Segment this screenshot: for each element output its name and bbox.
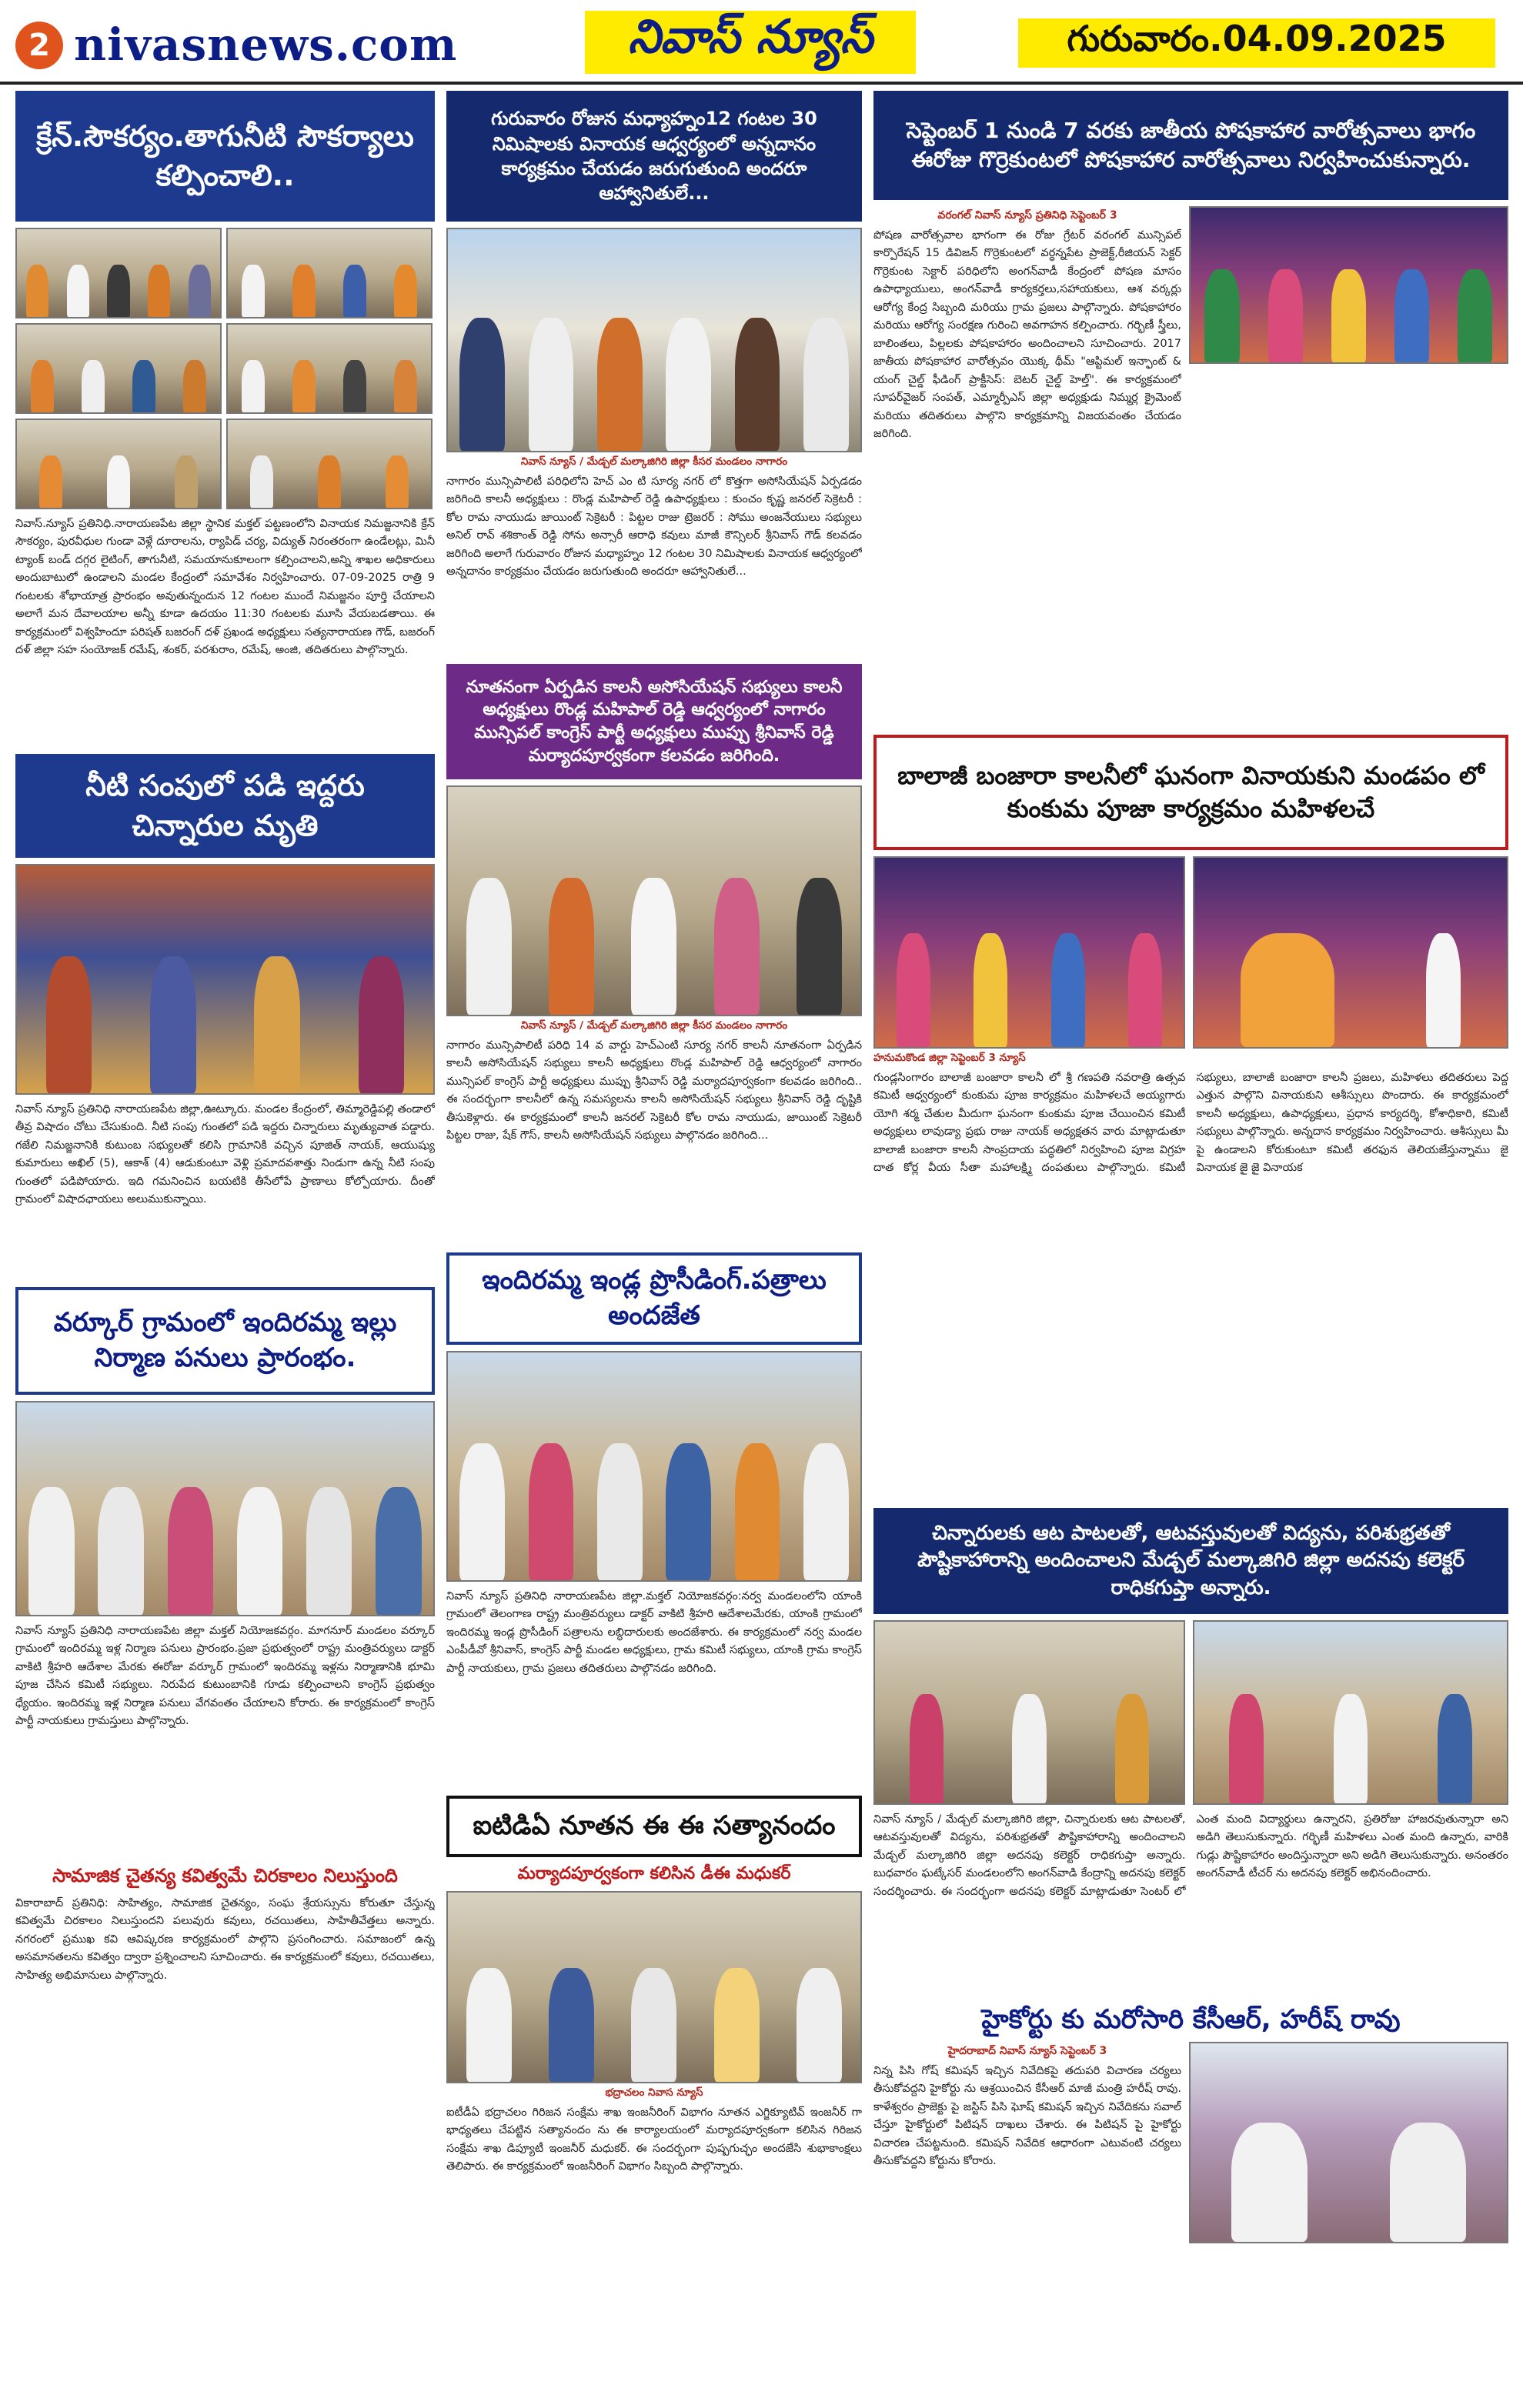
headline: బాలాజీ బంజారా కాలనీలో ఘనంగా వినాయకుని మండపం లో కుంకుమ పూజా కార్యక్రమం మహిళలచే (873, 735, 1508, 850)
article-social-poetry (15, 1856, 435, 2064)
photo-mourning-family (15, 864, 435, 1095)
article-congress-meeting (446, 664, 862, 1246)
dateline: హనుమకొండ జిల్లా సెప్టెంబర్ 3 న్యూస్ (873, 1052, 1026, 1064)
headline: నీటి సంపులో పడి ఇద్దరు చిన్నారుల మృతి (15, 754, 435, 858)
headline: క్రేన్.సౌకర్యం.తాగునీటి సౌకర్యాలు కల్పించాలి.. (15, 91, 435, 222)
article-body: నివాస్ న్యూస్ / మేడ్చల్ మల్కాజిగిరి జిల్లా, చిన్నారులకు ఆట పాటలతో, ఆటవస్తువులతో విద్యను, పరిశుభ్రతతో పౌష్టికాహారాన్ని అందించాలని మేడ్చల్ మల్కాజిగిరి జిల్లా అదనపు కలెక్టర్ రాధికగుప్తా అన్నారు. బుధవారం ఘట్కేసర్ మండలంలోని అంగన్‌వాడి కేంద్రాన్ని అదనపు కలెక్టర్ సందర్శించారు. ఈ సందర్భంగా అదనపు కలెక్టర్ మాట్లాడుతూ సెంటర్ లో ఎంత మంది విద్యార్థులు ఉన్నారని, ప్రతిరోజు హాజరవుతున్నారా అని అడిగి తెలుసుకున్నారు. గర్భిణీ మహిళలు ఎంత మంది ఉన్నారు, వారికి గుడ్లు పౌష్టికాహారం అందిస్తున్నారా అని అడిగి తెలుసుకున్నారు. అనంతరం అంగన్‌వాడీ టీచర్ ను అదనపు కలెక్టర్ అభినందించారు. (873, 1813, 1508, 1898)
photo-high-court (1189, 2042, 1508, 2243)
article-kumkuma-puja (873, 735, 1508, 1500)
masthead (0, 0, 1523, 85)
article-body: నివాస్.న్యూస్ ప్రతినిధి.నారాయణపేట జిల్లా స్థానిక మక్తల్ పట్టణంలోని వినాయక నిమజ్జనానికి క్రేన్ సౌకర్యం, పురవీధుల గుండా వెళ్లే దూరాలను, ర్యాపిడ్ చర్య, విద్యుత్ నిరంతరంగా ఉండేలట్లు, మినీ ట్యాంక్ బండ్ దగ్గర లైటింగ్, తాగునీటి, సమయానుకూలంగా కల్పించాలని,అన్ని శాఖల అధికారులు అందుబాటులో ఉండాలని మండల కేంద్రంలో సమావేశం నిర్వహించారు. 07-09-2025 రాత్రి 9 గంటలకు శోభాయాత్ర ప్రారంభం అవుతున్నందున 12 గంటల ముందే నిమజ్జనం పూర్తి చేయాలని అలాగే మన దేవాలయాల అన్నీ కూడా ఉదయం 11:30 గంటలకు మూసి వేయబడతాయి. ఈ కార్యక్రమంలో విశ్వహిందూ పరిషత్ బజరంగ్ దళ్ ప్రఖండ అధ్యక్షులు సత్యనారాయణ గౌడ్, బజరంగ్ దళ్ జిల్లా సహ సంయోజక్ రమేష్, శంకర్, పరశురాం, రమేష్, అంజి, తదితరులు పాల్గొన్నారు. (15, 518, 435, 657)
photo-meeting-4 (226, 323, 433, 414)
photo-meeting-2 (226, 228, 433, 319)
headline: హైకోర్టు కు మరోసారి కేసీఆర్, హరీష్ రావు (981, 2004, 1401, 2036)
subheadline: మర్యాదపూర్వకంగా కలిసిన డీఈ మధుకర్ (517, 1864, 791, 1884)
article-body: నివాస్ న్యూస్ ప్రతినిధి నారాయణపేట జిల్లా,ఊట్కూరు. మండల కేంద్రంలో, తిమ్మారెడ్డిపల్లి తండాలో తీవ్ర విషాదం చోటు చేసుకుంది. నీటి సంపు గుంతలో పడి ఇద్దరు చిన్నారులు మృత్యువాత పడ్డారు. గజేలి నిమజ్జనానికి కుటుంబ సభ్యులతో కలిసి గ్రామానికి వచ్చిన పూజిత్ నాయక్, ఆయుష్యు కుమారులు అఖిల్ (5), ఆకాశ్ (4) ఆడుకుంటూ వెళ్లి ప్రమాదవశాత్తు నిండుగా ఉన్న నీటి సంపు గుంతలో పడిపోయారు. ఇది గమనించిన బయటికి తీసేలోపే ప్రాణాలు కోల్పోయారు. దీంతో గ్రామంలో విషాదఛాయలు అలుముకున్నాయి. (15, 1103, 435, 1206)
photo-meeting-5 (15, 419, 222, 509)
column-left (15, 91, 435, 2064)
headline: ఐటిడిఏ నూతన ఈ ఈ సత్యానందం (446, 1796, 862, 1857)
page-number: 2 (15, 22, 63, 69)
article-body: నాగారం మున్సిపాలిటీ పరిధిలోని హెచ్ ఎం టి సూర్య నగర్ లో కొత్తగా అసోసియేషన్ ఏర్పడడం జరిగింది కాలనీ అధ్యక్షులు : రొండ్ల మహిపాల్ రెడ్డి ఉపాధ్యక్షులు : కుంచం కృష్ణ జనరల్ సెక్రెటరీ : కోల రామ నాయుడు జాయింట్ సెక్రెటరీ : పిట్టల రాజు ట్రెజరర్ : సోము అంజనేయులు సభ్యులు అనిల్ రావ్ శశికాంత్ రెడ్డి సోను అన్సారీ ఆరాధి కవులు మాజీ కౌన్సిలర్ శ్రీనివాస్ గౌడ్ కలవడం జరిగింది అలాగే గురువారం రోజున మధ్యాహ్నం 12 గంటల 30 నిమిషాలకు వినాయక ఆధ్వర్యంలో అన్నదానం కార్యక్రమం చేయడం జరుగుతుంది అందరూ ఆహ్వానితులే... (446, 475, 862, 579)
article-annadanam (446, 91, 862, 658)
website-name[interactable]: nivasnews.com (74, 18, 458, 71)
headline: చిన్నారులకు ఆట పాటలతో, ఆటవస్తువులతో విద్యను, పరిశుభ్రతతో పౌష్టికాహారాన్ని అందించాలని మేడ్చల్ మల్కాజిగిరి జిల్లా అదనపు కలెక్టర్ రాధికగుప్తా అన్నారు. (873, 1508, 1508, 1614)
photo-collector-visit-1 (873, 1620, 1185, 1805)
headline: నూతనంగా ఏర్పడిన కాలనీ అసోసియేషన్ సభ్యులు కాలనీ అధ్యక్షులు రొండ్ల మహిపాల్ రెడ్డి ఆధ్వర్యంలో నాగారం మున్సిపల్ కాంగ్రెస్ పార్టీ అధ్యక్షులు ముప్పు శ్రీనివాస్ రెడ్డి మర్యాదపూర్వకంగా కలవడం జరిగింది. (446, 664, 862, 779)
headline: వర్కూర్ గ్రామంలో ఇందిరమ్మ ఇల్లు నిర్మాణ పనులు ప్రారంభం. (15, 1287, 435, 1395)
photo-felicitation (446, 1891, 862, 2083)
photo-congress-office (446, 785, 862, 1016)
newspaper-brand: నివాస్ న్యూస్ (585, 11, 916, 74)
issue-date: గురువారం.04.09.2025 (1018, 18, 1495, 68)
photo-colony-association (446, 228, 862, 452)
photo-caption: నివాస్ న్యూస్ / మేడ్చల్ మల్కాజిగిరి జిల్లా కీసర మండలం నాగారం (520, 1019, 788, 1032)
photo-meeting-6 (226, 419, 433, 509)
article-high-court (873, 1999, 1508, 2246)
article-body: గుండ్లసింగారం బాలాజీ బంజారా కాలనీ లో శ్రీ గణపతి నవరాత్రి ఉత్సవ కమిటీ ఆధ్వర్యంలో కుంకుమ పూజ కార్యక్రమం మహిళలచే అయ్యగారు యోగి శర్మ చేతుల మీదుగా ఘనంగా కుంకుమ పూజ చేయించిన కమిటీ అధ్యక్షులు లావుడ్యా ప్రభు రాజు నాయక్ అధ్యక్షతన వారు మాట్లాడుతూ బాలాజీ బంజారా కాలనీ సాంప్రదాయ పద్ధతిలో నిర్వహించి పూజ విగ్రహ దాత కోర్ల వీయ సీతా మహాలక్ష్మి దంపతులు పాల్గొన్నారు. కమిటీ సభ్యులు, బాలాజీ బంజారా కాలనీ ప్రజలు, మహిళలు తదితరులు పెద్ద ఎత్తున పాల్గొని వినాయకుని ఆశీస్సులు పొందారు. ఈ కార్యక్రమంలో కాలనీ అధ్యక్షులు, ఉపాధ్యక్షులు, ప్రధాన కార్యదర్శి, కోశాధికారి, కమిటీ సభ్యులు పాల్గొన్నారు. అన్నదాన కార్యక్రమం నిర్వహించారు. ఆశీస్సులు మీ పై ఉండాలని కోరుకుంటూ కమిటీ తరఫున తెలియజేస్తున్నాము జై వినాయక జై జై వినాయక (873, 1072, 1508, 1175)
article-body: నిన్న పిసి గోష్ కమిషన్ ఇచ్చిన నివేదికపై తదుపరి విచారణ చర్యలు తీసుకోవద్దని హైకోర్టు ను ఆశ్రయించిన కేసీఆర్ మాజీ మంత్రి హరీష్ రావు. కాళేశ్వరం ప్రాజెక్టు పై జస్టిస్ పిసి ఘోష్ కమిషన్ ఇచ్చిన నివేదికను సవాల్ చేస్తూ హైకోర్టులో పిటిషన్ దాఖలు చేశారు. ఈ పిటిషన్ పై హైకోర్టు విచారణ చేపట్టనుంది. కమిషన్ నివేదిక ఆధారంగా ఎటువంటి చర్యలు తీసుకోవద్దని కోర్టును కోరారు. (873, 2065, 1181, 2168)
photo-meeting-3 (15, 323, 222, 414)
photo-beneficiaries (446, 1351, 862, 1582)
photo-caption: భద్రాచలం నివాస న్యూస్ (605, 2086, 703, 2099)
headline: సామాజిక చైతన్య కవిత్వమే చిరకాలం నిలుస్తుంది (15, 1856, 435, 1895)
column-right (873, 91, 1508, 2246)
article-body: నాగారం మున్సిపాలిటీ పరిధి 14 వ వార్డు హెచ్ఎంటి సూర్య నగర్ కాలనీ నూతనంగా ఏర్పడిన కాలనీ అసోసియేషన్ సభ్యులు కాలనీ అధ్యక్షులు రొండ్ల మహిపాల్ రెడ్డి ఆధ్వర్యంలో నాగారం మున్సిపల్ కాంగ్రెస్ పార్టీ అధ్యక్షులు ముప్పు శ్రీనివాస్ రెడ్డి మర్యాదపూర్వకంగా కలవడం జరిగింది.. ఈ సందర్భంగా కాలనీలో ఉన్న సమస్యలను కాలనీ అసోసియేషన్ సభ్యులు శ్రీనివాస్ రెడ్డి దృష్టికి తీసుకెళ్లారు. ఈ కార్యక్రమంలో కాలనీ జనరల్ సెక్రెటరీ కోల రామ నాయుడు, జాయింట్ సెక్రెటరీ పిట్టల రాజు, షేక్ గౌస్, కాలనీ అసోసియేషన్ సభ్యులు పాల్గొనడం జరిగింది... (446, 1039, 862, 1142)
article-body: నివాస్ న్యూస్ ప్రతినిధి నారాయణపేట జిల్లా మక్తల్ నియోజకవర్గం. మాగనూర్ మండలం వర్కూర్ గ్రామంలో ఇందిరమ్మ ఇళ్ల నిర్మాణ పనులు ప్రారంభం.ప్రజా ప్రభుత్వంలో రాష్ట్ర మంత్రివర్యులు డాక్టర్ వాకిటి శ్రీహరి ఆదేశాల మేరకు ఈరోజు వర్కూర్ గ్రామంలో ఇందిరమ్మ ఇళ్లను నిర్మాణానికి భూమి పూజ చేసిన కమిటీ సభ్యులు. నిరుపేద కుటుంబానికి గూడు కల్పించాలని కాంగ్రెస్ ప్రభుత్వం ధ్యేయం. ఇందిరమ్మ ఇళ్ల నిర్మాణ పనులు వేగవంతం చేయాలని కోరారు. ఈ కార్యక్రమంలో కాంగ్రెస్ పార్టీ నాయకులు గ్రామస్తులు పాల్గొన్నారు. (15, 1625, 435, 1728)
article-nutrition-week (873, 91, 1508, 727)
photo-puja-women (873, 856, 1185, 1049)
article-additional-collector (873, 1508, 1508, 1993)
photo-collector-visit-2 (1193, 1620, 1508, 1805)
article-body: పోషణ వారోత్సవాల భాగంగా ఈ రోజు గ్రేటర్ వరంగల్ మున్సిపల్ కార్పొరేషన్ 15 డివిజన్ గొర్రెకుంటలో వర్ధన్నపేట ప్రాజెక్ట్,రీజియన్ సెక్టర్ గొర్రెకుంట సెక్టార్ పరిధిలోని అంగన్‌వాడీ కేంద్రంలో పోషణ మాసం ఉపాధ్యాయులు, అంగన్‌వాడీ కార్యకర్తలు,సహాయకులు, ఆశ వర్కర్లు ఆరోగ్య కేంద్ర సిబ్బంది మరియు గ్రామ ప్రజలు పాల్గొన్నారు. పోషకాహారం మరియు ఆరోగ్య సంరక్షణ గురించి అవగాహన కల్పించారు. గర్భిణీ స్త్రీలు, బాలింతలు, పిల్లలకు పోషకాహారం అందించాలని సూచించారు. 2017 జాతీయ పోషకాహార వారోత్సవం యొక్క థీమ్ "ఆప్టిమల్ ఇన్ఫాంట్ & యంగ్ చైల్డ్ ఫీడింగ్ ప్రాక్టీసెస్: బెటర్ చైల్డ్ హెల్త్". ఈ కార్యక్రమంలో సూపర్‌వైజర్ సంపత్, ఎమ్మార్పీఎస్ జిల్లా అధ్యక్షుడు నిమ్మర్ల క్రైమెంట్ మరియు తదితరులు పాల్గొని కార్యక్రమాన్ని విజయవంతం చేయడం జరిగింది. (873, 229, 1181, 441)
dateline: వరంగల్ నివాస్ న్యూస్ ప్రతినిధి సెప్టెంబర్ 3 (937, 209, 1117, 222)
headline: గురువారం రోజున మధ్యాహ్నం12 గంటల 30 నిమిషాలకు వినాయక ఆధ్వర్యంలో అన్నదానం కార్యక్రమం చేయడం జరుగుతుంది అందరూ ఆహ్వానితులే... (446, 91, 862, 222)
photo-ganesh-idol (1193, 856, 1508, 1049)
dateline: హైదరాబాద్ నివాస్ న్యూస్ సెప్టెంబర్ 3 (947, 2045, 1107, 2057)
column-middle (446, 91, 862, 2258)
photo-groundbreaking (15, 1401, 435, 1616)
headline: సెప్టెంబర్ 1 నుండి 7 వరకు జాతీయ పోషకాహార వారోత్సవాలు భాగం ఈరోజు గొర్రెకుంటలో పోషకాహార వారోత్సవాలు నిర్వహించుకున్నారు. (873, 91, 1508, 200)
article-indiramma-houses-work (15, 1287, 435, 1852)
article-crane-facilities (15, 91, 435, 746)
photo-meeting-1 (15, 228, 222, 319)
article-body: ఐటీడీఏ భద్రాచలం గిరిజన సంక్షేమ శాఖ ఇంజనీరింగ్ విభాగం నూతన ఎగ్జిక్యూటివ్ ఇంజనీర్ గా భాధ్యతలు చేపట్టిన సత్యానందం ను ఈ కార్యాలయంలో మర్యాదపూర్వకంగా కలిసిన గిరిజన సంక్షేమ శాఖ డిప్యూటీ ఇంజనీర్ మధుకర్. ఈ సందర్భంగా పుష్పగుచ్ఛం అందజేసి శుభాకాంక్షలు తెలిపారు. ఈ కార్యక్రమంలో ఇంజనీరింగ్ విభాగం సిబ్బంది పాల్గొన్నారు. (446, 2106, 862, 2173)
article-indiramma-proceedings (446, 1252, 862, 1789)
photo-anganwadi-event (1189, 206, 1508, 364)
article-itda-ee (446, 1796, 862, 2258)
headline: ఇందిరమ్మ ఇండ్ల ప్రొసీడింగ్.పత్రాలు అందజేత (446, 1252, 862, 1345)
article-body: వికారాబాద్ ప్రతినిధి: సాహిత్యం, సామాజిక చైతన్యం, సంఘ శ్రేయస్సును కోరుతూ చేస్తున్న కవిత్వమే చిరకాలం నిలుస్తుందని పలువురు కవులు, రచయితలు, సాహితీవేత్తలు అన్నారు. నగరంలో ప్రముఖ కవి ఆవిష్కరణ కార్యక్రమంలో పాల్గొని ప్రసంగించారు. సమాజంలో ఉన్న అసమానతలను కవిత్వం ద్వారా ప్రశ్నించాలని సూచించారు. ఈ కార్యక్రమంలో కవులు, రచయితలు, సాహిత్య అభిమానులు పాల్గొన్నారు. (15, 1897, 435, 1982)
photo-caption: నివాస్ న్యూస్ / మేడ్చల్ మల్కాజిగిరి జిల్లా కీసర మండలం నాగారం (520, 455, 788, 468)
article-children-drowned (15, 754, 435, 1279)
article-body: నివాస్ న్యూస్ ప్రతినిధి నారాయణపేట జిల్లా.మక్తల్ నియోజకవర్గం:నర్వ మండలంలోని యాంకి గ్రామంలో తెలంగాణ రాష్ట్ర మంత్రివర్యులు డాక్టర్ వాకిటి శ్రీహరి ఆదేశాలమేరకు, యాంకి గ్రామంలో ఇందిరమ్మ ఇండ్ల ప్రొసీడింగ్ పత్రాలను లబ్ధిదారులకు అందజేశారు. ఈ కార్యక్రమంలో నర్వ మండల ఎంపీడీవో శ్రీనివాస్, కాంగ్రెస్ పార్టీ మండల అధ్యక్షులు, గ్రామ కమిటీ సభ్యులు, యాంకి గ్రామ కాంగ్రెస్ పార్టీ నాయకులు, గ్రామ ప్రజలు తదితరులు పాల్గొనడం జరిగింది. (446, 1590, 862, 1675)
